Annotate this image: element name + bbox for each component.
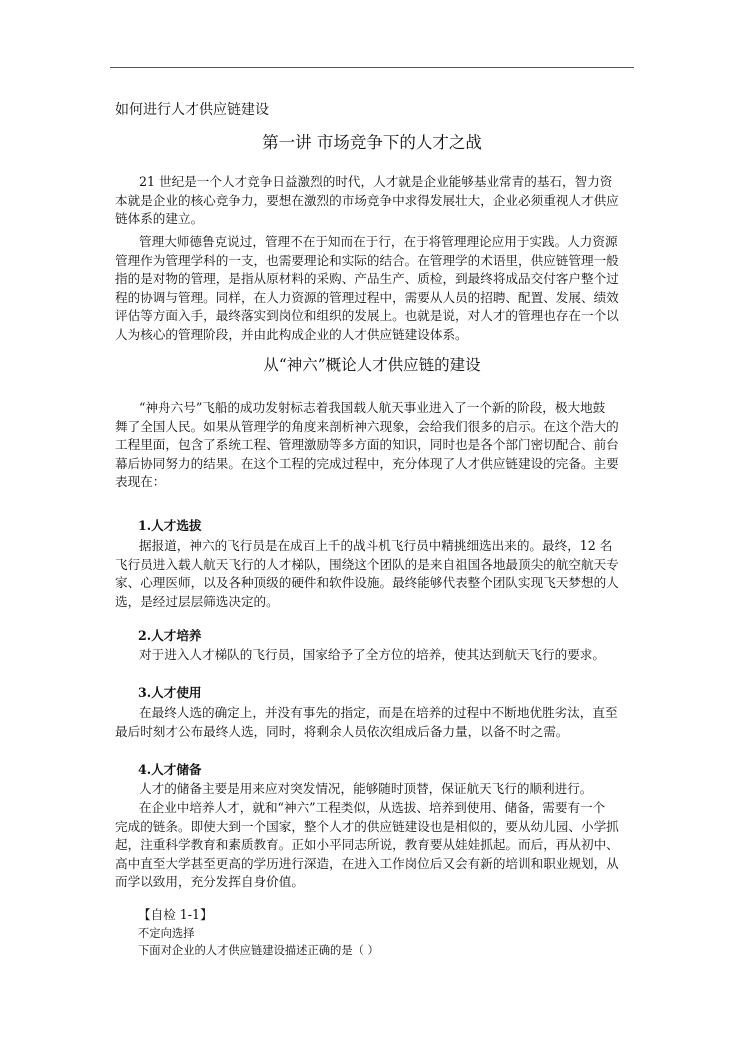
intro-paragraph-1 — [115, 173, 635, 229]
paragraph-line: 完成的链条。即使大到一个国家，整个人才的供应链建设也是相似的，要从幼儿园、小学抓 — [115, 818, 619, 834]
paragraph-line: 程的协调与管理。同样，在人力资源的管理过程中，需要从人员的招聘、配置、发展、绩效 — [115, 289, 619, 305]
talent-training-paragraph — [115, 646, 635, 665]
paragraph-line: “神舟六号”飞船的成功发射标志着我国载人航天事业进入了一个新的阶段，极大地鼓 — [139, 400, 606, 415]
heading-talent-use: 3.人才使用 — [138, 685, 202, 700]
paragraph-line: 家、心理医师，以及各种顶级的硬件和软件设施。最终能够代表整个团队实现飞天梦想的人 — [115, 575, 619, 591]
talent-reserve-paragraph — [115, 780, 635, 799]
exercise-question: 下面对企业的人才供应链建设描述正确的是（ ） — [138, 944, 379, 957]
paragraph-line: 指的是对物的管理，是指从原材料的采购、产品生产、质检，到最终将成品交付客户整个过 — [115, 271, 619, 287]
closing-paragraph — [115, 799, 635, 892]
paragraph-line: 在最终人选的确定上，并没有事先的指定，而是在培养的过程中不断地优胜劣汰，直至 — [139, 705, 618, 720]
paragraph-line: 表现在： — [115, 474, 166, 490]
lecture-title: 第一讲 市场竞争下的人才之战 — [262, 133, 482, 152]
paragraph-line: 高中直至大学甚至更高的学历进行深造，在进入工作岗位后又会有新的培训和职业规划，从 — [115, 855, 619, 871]
paragraph-line: 在企业中培养人才，就和“神六”工程类似，从选拔、培养到使用、储备，需要有一个 — [139, 800, 606, 815]
paragraph-line: 最后时刻才公布最终人选，同时，将剩余人员依次组成后备力量，以备不时之需。 — [115, 723, 569, 739]
talent-use-paragraph — [115, 704, 635, 741]
document-title: 如何进行人才供应链建设 — [115, 102, 269, 118]
paragraph-line: 人为核心的管理阶段，并由此构成企业的人才供应链建设体系。 — [115, 326, 468, 342]
paragraph-line: 而学以致用，充分发挥自身价值。 — [115, 874, 304, 890]
exercise-type: 不定向选择 — [138, 927, 195, 940]
section-intro-paragraph — [115, 399, 635, 492]
paragraph-line: 本就是企业的核心竞争力，要想在激烈的市场竞争中求得发展壮大，企业必须重视人才供应 — [115, 192, 619, 208]
paragraph-line: 对于进入人才梯队的飞行员，国家给予了全方位的培养，使其达到航天飞行的要求。 — [139, 647, 605, 662]
exercise-label: 【自检 1-1】 — [138, 907, 213, 922]
paragraph-line: 21 世纪是一个人才竞争日益激烈的时代，人才就是企业能够基业常青的基石，智力资 — [139, 174, 613, 189]
paragraph-line: 评估等方面入手，最终落实到岗位和组织的发展上。也就是说，对人才的管理也存在一个以 — [115, 308, 619, 324]
paragraph-line: 飞行员进入载人航天飞行的人才梯队，围绕这个团队的是来自祖国各地最顶尖的航空航天专 — [115, 556, 619, 572]
section-title: 从“神六”概论人才供应链的建设 — [263, 356, 481, 374]
header-rule — [110, 67, 634, 68]
heading-talent-training: 2.人才培养 — [138, 628, 202, 643]
paragraph-line: 管理作为管理学科的一支，也需要理论和实际的结合。在管理学的术语里，供应链管理一般 — [115, 252, 619, 268]
paragraph-line: 舞了全国人民。如果从管理学的角度来剖析神六现象，会给我们很多的启示。在这个浩大的 — [115, 418, 619, 434]
heading-talent-selection: 1.人才选拔 — [138, 518, 202, 533]
paragraph-line: 幕后协同努力的结果。在这个工程的完成过程中，充分体现了人才供应链建设的完备。主要 — [115, 455, 619, 471]
paragraph-line: 据报道，神六的飞行员是在成百上千的战斗机飞行员中精挑细选出来的。最终，12 名 — [139, 538, 613, 553]
paragraph-line: 链体系的建立。 — [115, 211, 204, 227]
paragraph-line: 起，注重科学教育和素质教育。正如小平同志所说，教育要从娃娃抓起。而后，再从初中、 — [115, 837, 619, 853]
paragraph-line: 工程里面，包含了系统工程、管理激励等多方面的知识，同时也是各个部门密切配合、前台 — [115, 437, 619, 453]
paragraph-line: 选，是经过层层筛选决定的。 — [115, 593, 279, 609]
intro-paragraph-2 — [115, 233, 635, 345]
paragraph-line: 人才的储备主要是用来应对突发情况，能够随时顶替，保证航天飞行的顺利进行。 — [139, 781, 593, 796]
talent-selection-paragraph — [115, 537, 635, 611]
heading-talent-reserve: 4.人才储备 — [138, 762, 202, 777]
paragraph-line: 管理大师德鲁克说过，管理不在于知而在于行，在于将管理理论应用于实践。人力资源 — [139, 234, 618, 249]
